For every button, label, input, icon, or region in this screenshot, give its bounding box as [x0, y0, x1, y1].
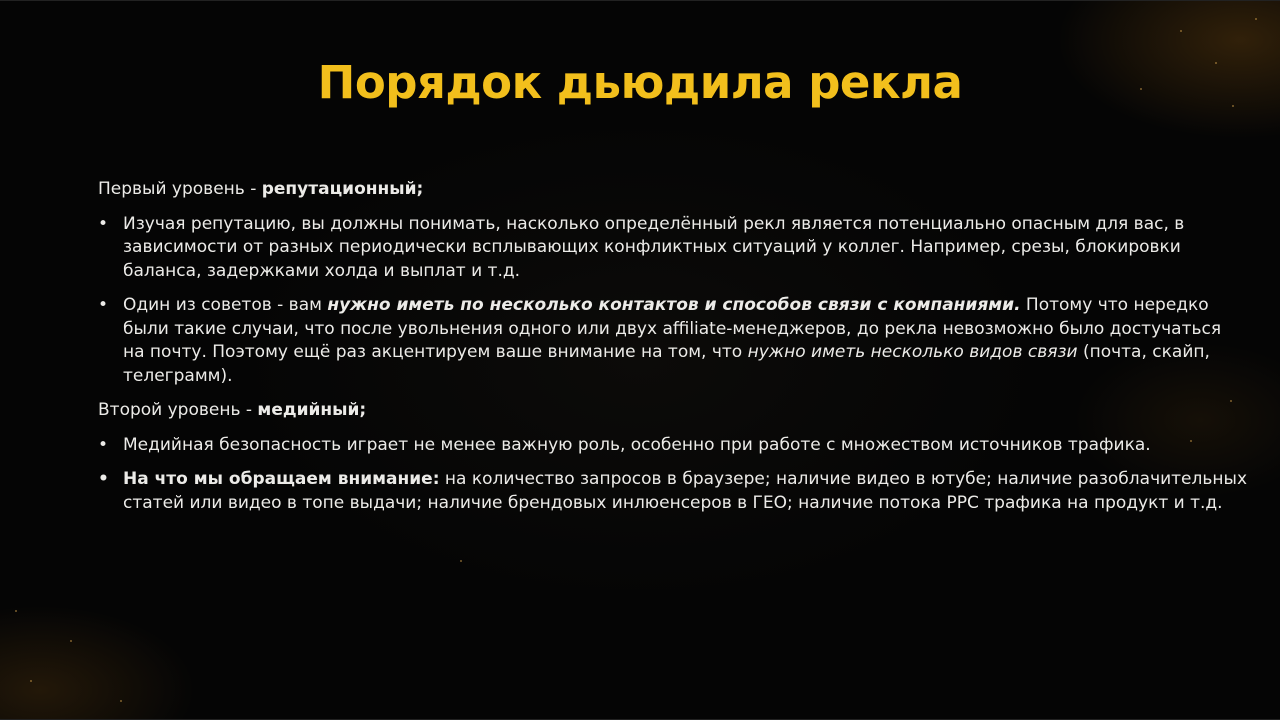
bullet-text-part: Потому что нередко были такие случаи, что после увольнения одного или двух affiliate-менеджеров, до рекла невозможно было достучаться на почту. Поэтому ещё раз акцентируем ваше внимание на том, что	[123, 295, 1222, 362]
background-sparkle	[1180, 30, 1182, 32]
bullet-icon: •	[98, 295, 109, 315]
bullet-italic-text: нужно иметь несколько видов связи	[747, 342, 1078, 362]
background-sparkle	[120, 700, 122, 702]
slide-title: Порядок дьюдила рекла	[317, 56, 963, 109]
level-heading-media	[98, 399, 1248, 423]
list-item	[98, 213, 1248, 284]
bullet-icon: •	[98, 213, 109, 234]
level-prefix: Второй уровень -	[98, 400, 258, 420]
level-name: медийный;	[257, 400, 367, 420]
bullet-text-part: на количество запросов в браузере; наличие видео в ютубе; наличие разоблачительных статей или видео в топе выдачи; наличие брендовых инлюенсеров в ГЕО; наличие потока PPC трафика на продукт и т.д.	[123, 469, 1247, 513]
bullet-emphasis-text: нужно иметь по несколько контактов и способов связи с компаниями.	[327, 295, 1021, 315]
bullet-text: Медийная безопасность играет не менее важную роль, особенно при работе с множеством источников трафика.	[123, 434, 1151, 455]
bullet-text-part: (почта, скайп, телеграмм).	[123, 342, 1210, 386]
level-prefix: Первый уровень -	[98, 179, 262, 199]
bullet-bold-lead: На что мы обращаем внимание:	[123, 469, 440, 489]
background-sparkle	[460, 560, 462, 562]
slide-content	[98, 178, 1248, 526]
reputation-bullet-list	[98, 213, 1248, 389]
background-sparkle	[70, 640, 72, 642]
background-sparkle	[15, 610, 17, 612]
level-heading-reputation	[98, 178, 1248, 202]
bullet-icon: •	[98, 469, 109, 489]
list-item	[98, 468, 1248, 515]
list-item	[98, 434, 1248, 458]
background-sparkle	[1255, 18, 1257, 20]
background-sparkle	[30, 680, 32, 682]
level-name: репутационный;	[261, 179, 424, 199]
list-item	[98, 294, 1248, 388]
media-bullet-list	[98, 434, 1248, 516]
bullet-text: Изучая репутацию, вы должны понимать, насколько определённый рекл является потенциально опасным для вас, в зависимости от разных периодически всплывающих конфликтных ситуаций у коллег. Например, срезы, блокировки баланса, задержками холда и выплат и т.д.	[123, 213, 1185, 281]
bullet-text-part: Один из советов - вам	[123, 295, 328, 315]
bullet-icon: •	[98, 434, 109, 455]
